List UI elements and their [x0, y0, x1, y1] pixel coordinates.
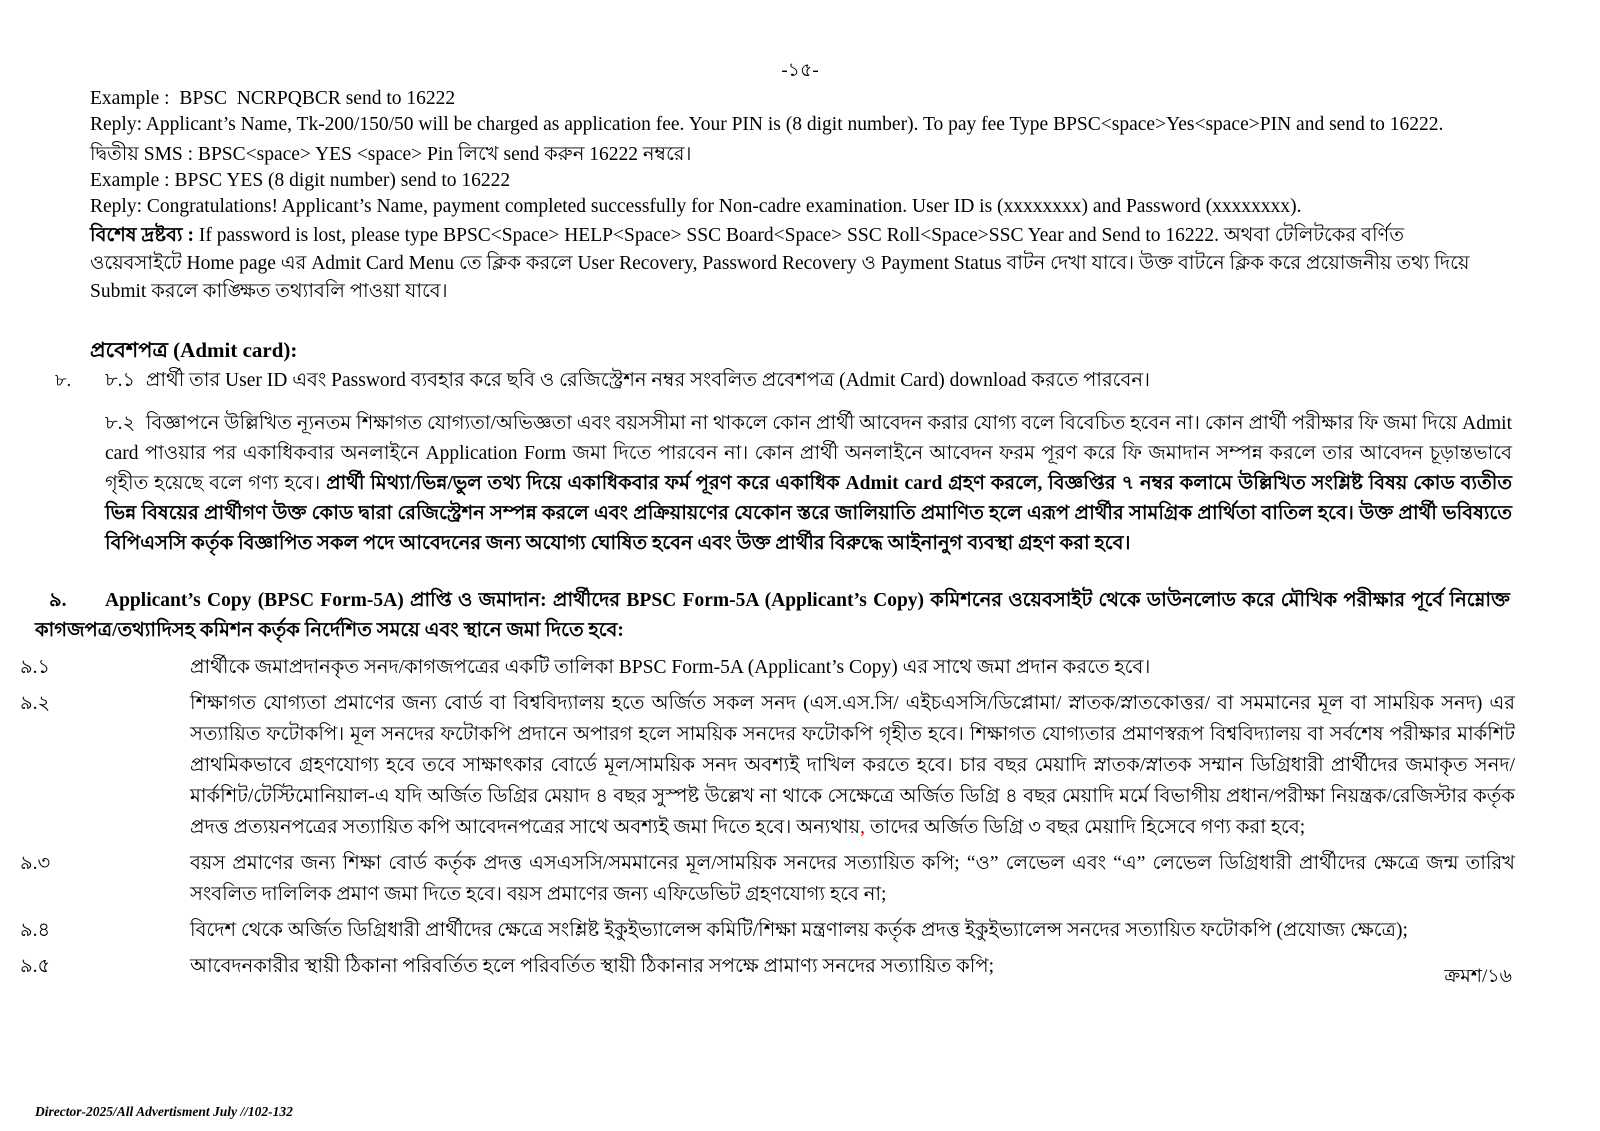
section-9-heading-text: Applicant’s Copy (BPSC Form-5A) প্রাপ্তি ও জমাদান: প্রার্থীদের BPSC Form-5A (Applicant’s Copy) কমিশনের ওয়েবসাইট থেকে ডাউনলোড করে মৌখিক পরীক্ষার পূর্বে নিম্নোক্ত কাগজপত্র/তথ্যাদিসহ কমিশন কর্তৃক নির্দেশিত সময়ে এবং স্থানে জমা দিতে হবে: — [35, 590, 1510, 641]
section-9-number: ৯. — [49, 590, 67, 611]
sms-example-1: Example : BPSC NCRPQBCR send to 16222 — [90, 88, 456, 109]
section-8-items — [105, 366, 1512, 559]
item-8-2-text-regular: বিজ্ঞাপনে উল্লিখিত ন্যূনতম শিক্ষাগত যোগ্যতা/অভিজ্ঞতা এবং বয়সসীমা না থাকলে কোন প্রার্থী আবেদন করার যোগ্য বলে বিবেচিত হবেন না। কোন প্রার্থী পরীক্ষার ফি জমা দিয়ে Admit card পাওয়ার পর একাধিকবার অনলাইনে Application Form জমা দিতে পারবেন না। কোন প্রার্থী অনলাইনে আবেদন ফরম পূরণ করে ফি জমাদান সম্পন্ন করলে তার আবেদন চূড়ান্তভাবে গৃহীত হয়েছে বলে গণ্য হবে। — [105, 413, 1512, 494]
item-9-5 — [20, 951, 1515, 982]
item-8-2 — [105, 409, 1512, 559]
sms-reply-1: Reply: Applicant’s Name, Tk-200/150/50 will be charged as application fee. Your PIN is (8 digit number). To pay fee Type BPSC<space>Yes<space>PIN and send to 16222. — [90, 114, 1444, 135]
item-8-1-text: প্রার্থী তার User ID এবং Password ব্যবহার করে ছবি ও রেজিস্ট্রেশন নম্বর সংবলিত প্রবেশপত্র (Admit Card) download করতে পারবেন। — [145, 370, 1150, 391]
admit-card-section — [55, 366, 1512, 559]
page-number: -১৫- — [781, 60, 819, 81]
item-8-2-number: ৮.২ — [105, 413, 136, 434]
item-9-2-text-after: তাদের অর্জিত ডিগ্রি ৩ বছর মেয়াদি হিসেবে গণ্য করা হবে; — [865, 817, 1306, 838]
section-9-items — [20, 652, 1515, 987]
item-9-1-number: ৯.১ — [20, 657, 51, 678]
item-9-4-number: ৯.৪ — [20, 920, 51, 941]
item-9-2 — [20, 688, 1515, 843]
item-8-1 — [105, 366, 1512, 396]
item-9-2-text: শিক্ষাগত যোগ্যতা প্রমাণের জন্য বোর্ড বা বিশ্ববিদ্যালয় হতে অর্জিত সকল সনদ (এস.এস.সি/ এইচএসসি/ডিপ্লোমা/ স্নাতক/স্নাতকোত্তর/ বা সমমানের মূল বা সাময়িক সনদ) এর সত্যায়িত ফটোকপি। মূল সনদের ফটোকপি প্রদানে অপারগ হলে সাময়িক সনদের ফটোকপি গৃহীত হবে। শিক্ষাগত যোগ্যতার প্রমাণস্বরূপ বিশ্ববিদ্যালয় বা সর্বশেষ পরীক্ষার মার্কশিট প্রাথমিকভাবে গ্রহণযোগ্য হবে তবে সাক্ষাৎকার বোর্ডে মূল/সাময়িক সনদ অবশ্যই দাখিল করতে হবে। চার বছর মেয়াদি স্নাতক/স্নাতক সম্মান ডিগ্রিধারী প্রার্থীদের জমাকৃত সনদ/মার্কশিট/টেস্টিমোনিয়াল-এ যদি অর্জিত ডিগ্রির মেয়াদ ৪ বছর সুস্পষ্ট উল্লেখ না থাকে সেক্ষেত্রে অর্জিত ডিগ্রি ৪ বছর মেয়াদি মর্মে বিভাগীয় প্রধান/পরীক্ষা নিয়ন্ত্রক/রেজিস্টার কর্তৃক প্রদত্ত প্রত্যয়নপত্রের সত্যায়িত কপি আবেদনপত্রের সাথে অবশ্যই জমা দিতে হবে। অন্যথায় — [190, 693, 1515, 838]
sms-second-line: দ্বিতীয় SMS : BPSC<space> YES <space> Pin লিখে send করুন 16222 নম্বরে। — [90, 144, 692, 165]
item-9-5-number: ৯.৫ — [20, 956, 51, 977]
item-8-2-text-bold: প্রার্থী মিথ্যা/ভিন্ন/ভুল তথ্য দিয়ে একাধিকবার ফর্ম পূরণ করে একাধিক Admit card গ্রহণ করলে, বিজ্ঞপ্তির ৭ নম্বর কলামে উল্লিখিত সংশ্লিষ্ট বিষয় কোড ব্যতীত ভিন্ন বিষয়ের প্রার্থীগণ উক্ত কোড দ্বারা রেজিস্ট্রেশন সম্পন্ন করলে এবং প্রক্রিয়ায়ণের যেকোন স্তরে জালিয়াতি প্রমাণিত হলে এরূপ প্রার্থীর সামগ্রিক প্রার্থিতা বাতিল হবে। উক্ত প্রার্থী ভবিষ্যতে বিপিএসসি কর্তৃক বিজ্ঞাপিত সকল পদে আবেদনের জন্য অযোগ্য ঘোষিত হবেন এবং উক্ত প্রার্থীর বিরুদ্ধে আইনানুগ ব্যবস্থা গ্রহণ করা হবে। — [105, 473, 1512, 554]
sms-instructions-block — [90, 86, 1482, 306]
item-9-2-number: ৯.২ — [20, 693, 51, 714]
sms-reply-2: Reply: Congratulations! Applicant’s Name, payment completed successfully for Non-cadre examination. User ID is (xxxxxxxx) and Password (xxxxxxxx). — [90, 196, 1302, 217]
item-8-1-number: ৮.১ — [105, 370, 136, 391]
item-9-3-number: ৯.৩ — [20, 853, 51, 874]
admit-card-heading: প্রবেশপত্র (Admit card): — [90, 338, 298, 362]
special-note — [90, 222, 1482, 306]
footer-reference: Director-2025/All Advertisment July //102-132 — [35, 1104, 293, 1119]
item-9-4-text: বিদেশ থেকে অর্জিত ডিগ্রিধারী প্রার্থীদের ক্ষেত্রে সংশ্লিষ্ট ইকুইভ্যালেন্স কমিটি/শিক্ষা মন্ত্রণালয় কর্তৃক প্রদত্ত ইকুইভ্যালেন্স সনদের সত্যায়িত ফটোকপি (প্রযোজ্য ক্ষেত্রে); — [190, 920, 1408, 941]
item-9-3-text: বয়স প্রমাণের জন্য শিক্ষা বোর্ড কর্তৃক প্রদত্ত এসএসসি/সমমানের মূল/সাময়িক সনদের সত্যায়িত কপি; “ও” লেভেল এবং “এ” লেভেল ডিগ্রিধারী প্রার্থীদের ক্ষেত্রে জন্ম তারিখ সংবলিত দালিলিক প্রমাণ জমা দিতে হবে। বয়স প্রমাণের জন্য এফিডেভিট গ্রহণযোগ্য হবে না; — [190, 853, 1515, 905]
item-9-1-text: প্রার্থীকে জমাপ্রদানকৃত সনদ/কাগজপত্রের একটি তালিকা BPSC Form-5A (Applicant’s Copy) এর সাথে জমা প্রদান করতে হবে। — [190, 657, 1151, 678]
item-9-2-red-comma: , — [860, 817, 866, 838]
item-9-4 — [20, 915, 1515, 946]
section-8-marker: ৮. — [55, 370, 72, 390]
continuation-marker: ক্রমশ/১৬ — [1444, 966, 1512, 987]
sms-example-2: Example : BPSC YES (8 digit number) send to 16222 — [90, 170, 511, 191]
item-9-3 — [20, 848, 1515, 910]
special-note-text: If password is lost, please type BPSC<Space> HELP<Space> SSC Board<Space> SSC Roll<Space>SSC Year and Send to 16222. অথবা টেলিটকের বর্ণিত ওয়েবসাইটে Home page এর Admit Card Menu তে ক্লিক করলে User Recovery, Password Recovery ও Payment Status বাটন দেখা যাবে। উক্ত বাটনে ক্লিক করে প্রয়োজনীয় তথ্য দিয়ে Submit করলে কাঙ্ক্ষিত তথ্যাবলি পাওয়া যাবে। — [90, 225, 1470, 302]
applicants-copy-heading — [35, 586, 1510, 646]
item-9-5-text: আবেদনকারীর স্থায়ী ঠিকানা পরিবর্তিত হলে পরিবর্তিত স্থায়ী ঠিকানার সপক্ষে প্রামাণ্য সনদের সত্যায়িত কপি; — [190, 956, 995, 977]
special-note-label: বিশেষ দ্রষ্টব্য : — [90, 225, 199, 246]
item-9-1 — [20, 652, 1515, 683]
